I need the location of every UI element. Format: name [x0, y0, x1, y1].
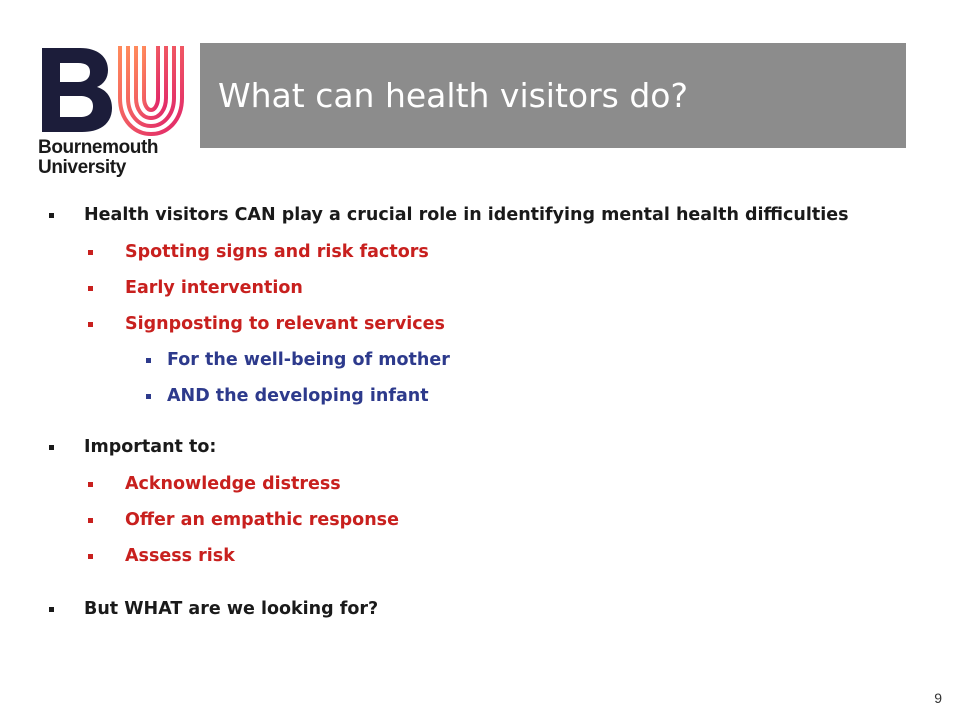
bullet-icon — [88, 518, 93, 523]
bullet-text: Important to: — [84, 437, 217, 457]
list-item — [42, 306, 882, 342]
list-item — [42, 270, 882, 306]
bullet-icon — [88, 250, 93, 255]
bullet-text: AND the developing infant — [167, 386, 429, 406]
bullet-icon — [146, 358, 151, 363]
logo-letter-b — [42, 48, 112, 132]
bullet-text: For the well-being of mother — [167, 350, 450, 370]
bullet-icon — [49, 445, 54, 450]
bullet-text: Signposting to relevant services — [125, 314, 445, 334]
slide-body — [42, 200, 882, 622]
bullet-text: But WHAT are we looking for? — [84, 599, 379, 619]
bullet-icon — [88, 322, 93, 327]
bullet-icon — [88, 286, 93, 291]
logo-letter-u — [120, 46, 182, 134]
bullet-text: Early intervention — [125, 278, 303, 298]
list-item — [42, 538, 882, 574]
bullet-icon — [146, 394, 151, 399]
bullet-icon — [88, 554, 93, 559]
bullet-text: Spotting signs and risk factors — [125, 242, 429, 262]
bullet-icon — [49, 607, 54, 612]
bullet-text: Acknowledge distress — [125, 474, 341, 494]
list-item — [42, 342, 882, 378]
bullet-text: Health visitors CAN play a crucial role in identifying mental health difficulties — [84, 205, 849, 225]
bullet-text: Offer an empathic response — [125, 510, 399, 530]
list-item — [42, 434, 882, 460]
page-number: 9 — [934, 690, 942, 706]
slide-title: What can health visitors do? — [218, 76, 689, 115]
logo-line-1: Bournemouth — [38, 137, 159, 158]
list-item — [42, 596, 882, 622]
list-item — [42, 202, 882, 228]
bournemouth-university-logo — [36, 42, 186, 182]
bullet-icon — [88, 482, 93, 487]
list-item — [42, 378, 882, 414]
bu-logo-mark-icon — [36, 42, 186, 137]
list-item — [42, 466, 882, 502]
logo-wordmark — [38, 138, 158, 178]
title-bar — [200, 43, 906, 148]
bullet-icon — [49, 213, 54, 218]
list-item — [42, 234, 882, 270]
list-item — [42, 502, 882, 538]
bullet-text: Assess risk — [125, 546, 235, 566]
logo-line-2: University — [38, 157, 126, 178]
